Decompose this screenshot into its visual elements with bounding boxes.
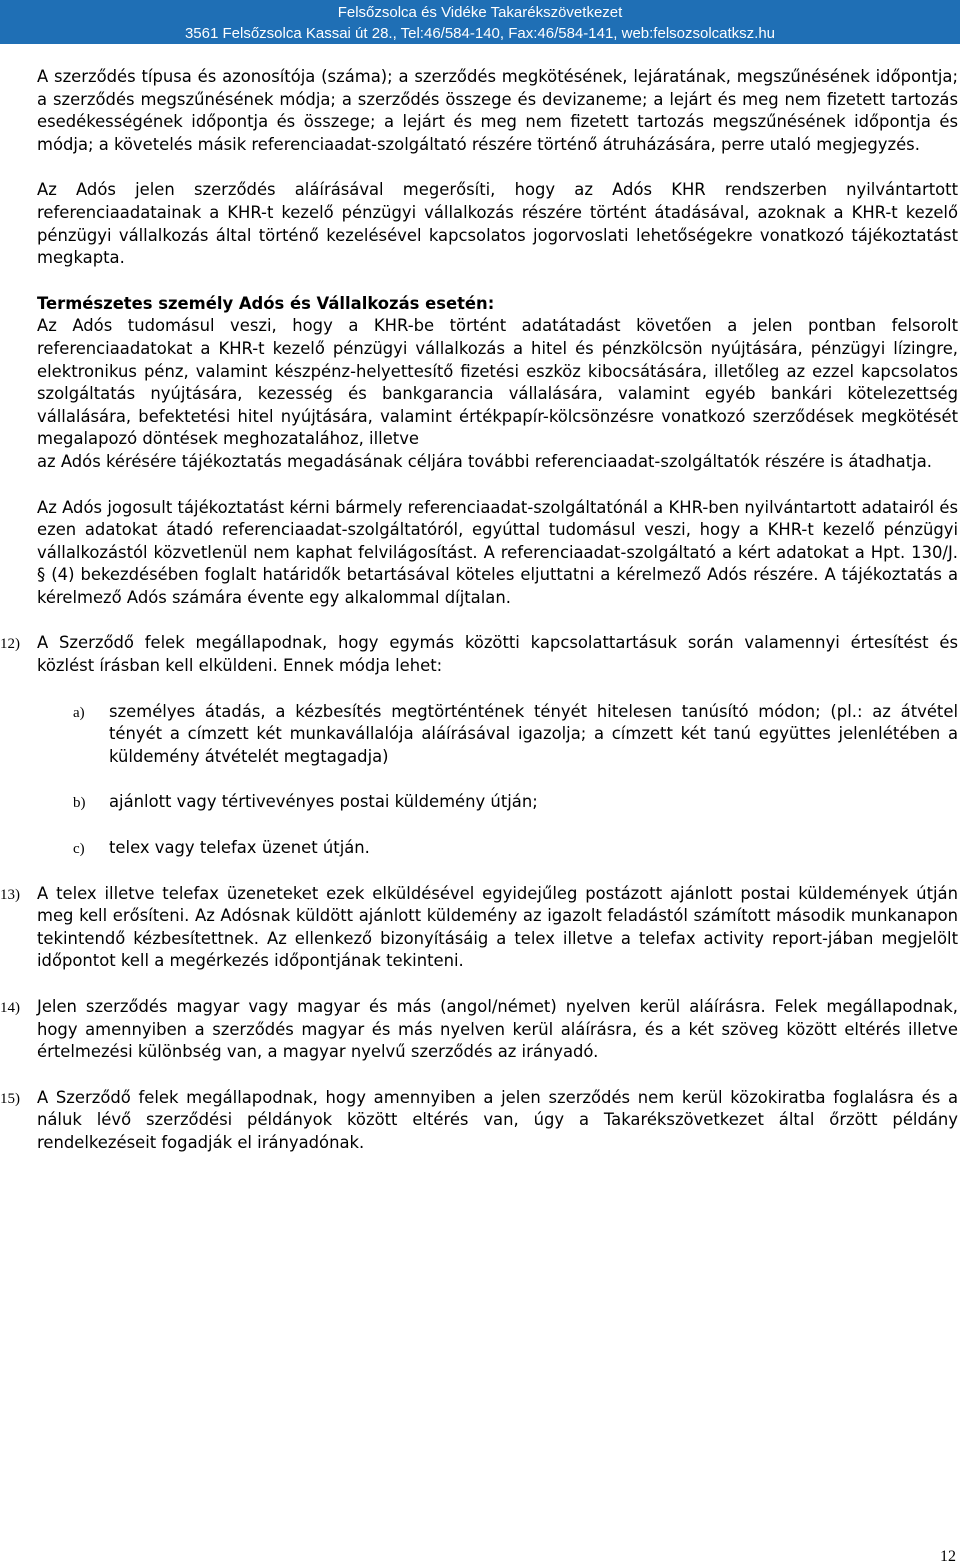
sub-item-letter: a) <box>73 704 85 721</box>
paragraph-data-transfer-cont: az Adós kérésére tájékoztatás megadásának céljára további referenciaadat-szolgáltatók részére is átadhatja. <box>37 451 932 471</box>
list-item-14 <box>0 996 958 1064</box>
sub-item-letter: c) <box>73 841 85 858</box>
page-number: 12 <box>940 1548 956 1565</box>
list-item-text: A Szerződő felek megállapodnak, hogy egymás közötti kapcsolattartásuk során valamennyi értesítést és közlést írásban kell elküldeni. Ennek módja lehet: <box>37 633 958 676</box>
sub-item-b <box>37 791 958 814</box>
letterhead-contact: 3561 Felsőzsolca Kassai út 28., Tel:46/584-140, Fax:46/584-141, web:felsozsolcatksz.hu <box>184 25 776 42</box>
list-item-15 <box>0 1087 958 1155</box>
letterhead <box>0 0 960 44</box>
sub-item-c <box>37 837 958 860</box>
section-heading: Természetes személy Adós és Vállalkozás esetén: <box>37 293 495 313</box>
list-item-text: A telex illetve telefax üzeneteket ezek elküldésével egyidejűleg postázott ajánlott postai küldemények útján meg kell erősíteni. Az Adósnak küldött ajánlott küldemény az igazolt feladástól számított második munkanapon tekintendő kézbesítettnek. Az ellenkező bizonyításáig a telex illetve a telefax activity report-jában megjelölt időpontot kell a megérkezés időpontjának tekinteni. <box>37 883 958 971</box>
list-item-number: 15) <box>0 1090 20 1107</box>
sub-item-text: személyes átadás, a kézbesítés megtörténtének tényét hitelesen tanúsító módon; (pl.: az átvétel tényét a címzett két munkavállalója aláírásával igazolja; a címzett két tanú együttes jelenlétében a küldemény átvételét megtagadja) <box>109 701 958 766</box>
sub-item-text: ajánlott vagy tértivevényes postai küldemény útján; <box>109 792 538 812</box>
list-item-text: A Szerződő felek megállapodnak, hogy amennyiben a jelen szerződés nem kerül közokiratba foglalásra és a náluk lévő szerződési példányok között eltérés van, úgy a Takarékszövetkezet által őrzött példány rendelkezéseit fogadják el irányadónak. <box>37 1087 958 1152</box>
list-item-13 <box>0 883 958 973</box>
sub-item-text: telex vagy telefax üzenet útján. <box>109 838 370 858</box>
paragraph-information-right: Az Adós jogosult tájékoztatást kérni bármely referenciaadat-szolgáltatónál a KHR-ben nyilvántartott adatairól és ezen adatokat átadó referenciaadat-szolgáltatóról, egyúttal tudomásul veszi, hogy a KHR-t kezelő pénzügyi vállalkozástól közvetlenül nem kaphat felvilágosítást. A referenciaadat-szolgáltató a kért adatokat a Hpt. 130/J. § (4) bekezdésében foglalt határidők betartásával köteles eljuttatni a kérelmező Adós részére. A tájékoztatás a kérelmező Adós számára évente egy alkalommal díjtalan. <box>37 497 958 607</box>
list-item-text: Jelen szerződés magyar vagy magyar és más (angol/német) nyelven kerül aláírásra. Felek megállapodnak, hogy amennyiben a szerződés magyar és más nyelven kerül aláírásra, és a két szöveg között eltérés illetve értelmezési különbség van, a magyar nyelvű szerződés az irányadó. <box>37 997 958 1062</box>
paragraph-confirmation: Az Adós jelen szerződés aláírásával megerősíti, hogy az Adós KHR rendszerben nyilvántartott referenciaadatainak a KHR-t kezelő pénzügyi vállalkozás részére történt átadásával, azoknak a KHR-t kezelő pénzügyi vállalkozás által történő kezelésével kapcsolatos jogorvoslati lehetőségekre vonatkozó tájékoztatást megkapta. <box>37 180 958 268</box>
sub-item-letter: b) <box>73 795 86 812</box>
list-item-number: 12) <box>0 636 20 653</box>
paragraph-data-transfer: Az Adós tudomásul veszi, hogy a KHR-be történt adatátadást követően a jelen pontban felsorolt referenciaadatokat a KHR-t kezelő pénzügyi vállalkozás a hitel és pénzkölcsön nyújtására, pénzügyi lízingre, elektronikus pénz, valamint készpénz-helyettesítő fizetési eszköz kibocsátására, illetőleg az ezzel kapcsolatos szolgáltatás nyújtására, kezesség és bankgarancia vállalására, valamint egyéb bankári kötelezettség vállalására, befektetési hitel nyújtására, valamint értékpapír-kölcsönzésre vonatkozó szerződések megkötését megalapozó döntések meghozatalához, illetve <box>37 316 958 449</box>
paragraph-data-list: A szerződés típusa és azonosítója (száma); a szerződés megkötésének, lejáratának, megszűnésének időpontja; a szerződés megszűnésének módja; a szerződés összege és devizaneme; a lejárt és meg nem fizetett tartozás esedékességének időpontja és összege; a lejárt és meg nem fizetett tartozás megszűnésének időpontja és módja; a követelés másik referenciaadat-szolgáltató részére történő átruházására, perre utaló megjegyzés. <box>37 67 958 154</box>
letterhead-company-name: Felsőzsolca és Vidéke Takarékszövetkezet <box>337 4 623 21</box>
document-body <box>0 66 958 1155</box>
list-item-number: 14) <box>0 1000 20 1016</box>
list-item-number: 13) <box>0 886 20 903</box>
list-item-12 <box>0 632 958 677</box>
sub-item-a <box>37 701 958 769</box>
